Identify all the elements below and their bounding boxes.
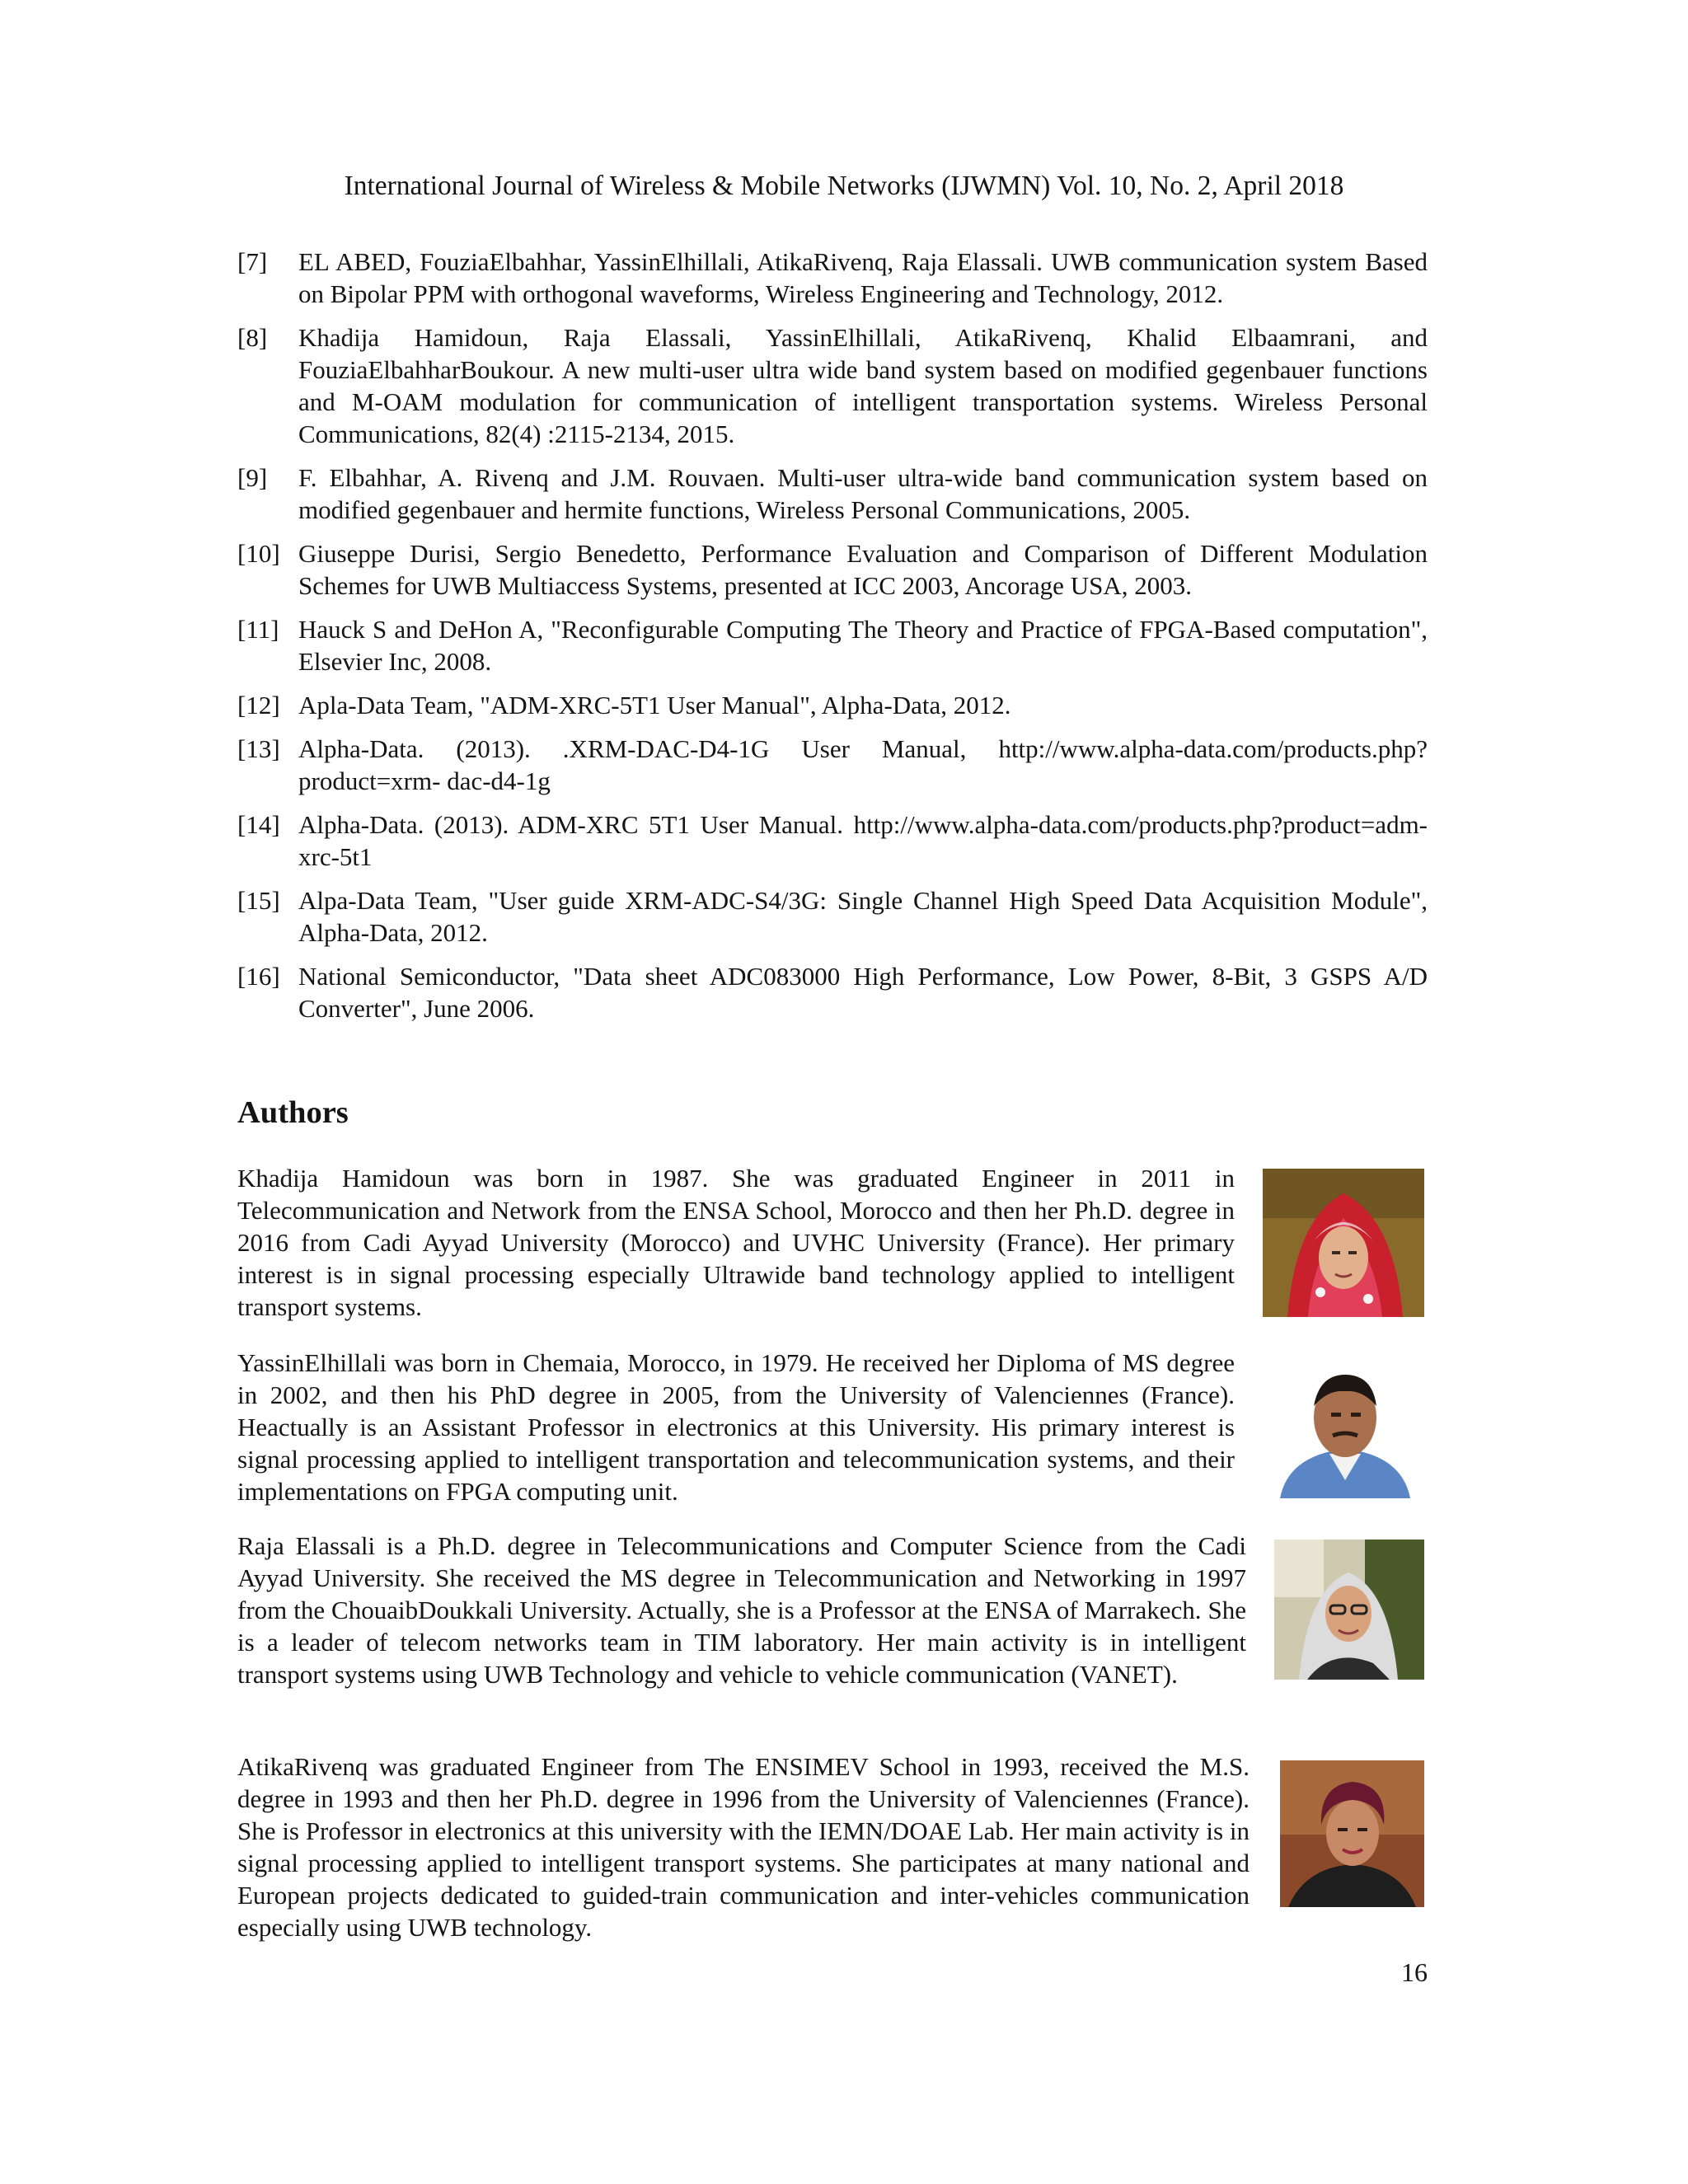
reference-text: Alpha-Data. (2013). .XRM-DAC-D4-1G User Manual, http://www.alpha-data.com/products.php?product=xrm- dac-d4-1g xyxy=(298,734,1428,795)
reference-item xyxy=(237,613,1428,677)
reference-text: Hauck S and DeHon A, "Reconfigurable Computing The Theory and Practice of FPGA-Based computation", Elsevier Inc, 2008. xyxy=(298,615,1428,676)
author-bio-hamidoun: Khadija Hamidoun was born in 1987. She was graduated Engineer in 2011 in Telecommunication and Network from the ENSA School, Morocco and then her Ph.D. degree in 2016 from Cadi Ayyad University (Morocco) and UVHC University (France). Her primary interest is in signal processing especially Ultrawide band technology applied to intelligent transport systems. xyxy=(237,1164,1235,1321)
reference-text: Apla-Data Team, "ADM-XRC-5T1 User Manual", Alpha-Data, 2012. xyxy=(298,691,1011,719)
reference-number: [8] xyxy=(237,323,268,352)
reference-number: [9] xyxy=(237,463,268,492)
reference-text: National Semiconductor, "Data sheet ADC083000 High Performance, Low Power, 8-Bit, 3 GSPS A/D Converter", June 2006. xyxy=(298,962,1428,1023)
author-bio-elassali: Raja Elassali is a Ph.D. degree in Telecommunications and Computer Science from the Cadi Ayyad University. She received the MS degree in Telecommunication and Networking in 1997 from the ChouaibDoukkali University. Actually, she is a Professor at the ENSA of Marrakech. She is a leader of telecom networks team in TIM laboratory. Her main activity is in intelligent transport systems using UWB Technology and vehicle to vehicle communication (VANET). xyxy=(237,1531,1246,1689)
reference-text: Giuseppe Durisi, Sergio Benedetto, Performance Evaluation and Comparison of Different Modulation Schemes for UWB Multiaccess Systems, presented at ICC 2003, Ancorage USA, 2003. xyxy=(298,539,1428,600)
reference-item xyxy=(237,246,1428,310)
author-photo-rivenq xyxy=(1280,1760,1424,1907)
author-bio-elhillali: YassinElhillali was born in Chemaia, Morocco, in 1979. He received her Diploma of MS degree in 2002, and then his PhD degree in 2005, from the University of Valenciennes (France). Heactually is an Assistant Professor in electronics at this University. His primary interest is signal processing applied to intelligent transportation and telecommunication systems, and their implementations on FPGA computing unit. xyxy=(237,1348,1235,1506)
author-photo-hamidoun xyxy=(1263,1169,1424,1317)
reference-text: Alpha-Data. (2013). ADM-XRC 5T1 User Manual. http://www.alpha-data.com/products.php?product=adm-xrc-5t1 xyxy=(298,810,1428,871)
reference-text: Khadija Hamidoun, Raja Elassali, YassinElhillali, AtikaRivenq, Khalid Elbaamrani, and FouziaElbahharBoukour. A new multi-user ultra wide band system based on modified gegenbauer functions and M-OAM modulation for communication of intelligent transportation systems. Wireless Personal Communications, 82(4) :2115-2134, 2015. xyxy=(298,323,1428,448)
running-header: International Journal of Wireless & Mobile Networks (IJWMN) Vol. 10, No. 2, April 2018 xyxy=(344,171,1344,201)
author-bio-rivenq: AtikaRivenq was graduated Engineer from The ENSIMEV School in 1993, received the M.S. degree in 1993 and then her Ph.D. degree in 1996 from the University of Valenciennes (France). She is Professor in electronics at this university with the IEMN/DOAE Lab. Her main activity is in signal processing applied to intelligent transport systems. She participates at many national and European projects dedicated to guided-train communication and inter-vehicles communication especially using UWB technology. xyxy=(237,1752,1250,1942)
reference-text: F. Elbahhar, A. Rivenq and J.M. Rouvaen. Multi-user ultra-wide band communication system based on modified gegenbauer and hermite functions, Wireless Personal Communications, 2005. xyxy=(298,463,1428,524)
reference-item xyxy=(237,960,1428,1024)
reference-text: Alpa-Data Team, "User guide XRM-ADC-S4/3G: Single Channel High Speed Data Acquisition Module", Alpha-Data, 2012. xyxy=(298,886,1428,947)
reference-number: [7] xyxy=(237,247,268,276)
page-number: 16 xyxy=(1401,1957,1428,1987)
author-photo-elhillali xyxy=(1272,1357,1418,1498)
reference-item xyxy=(237,321,1428,450)
reference-item xyxy=(237,733,1428,797)
author-photo-elassali xyxy=(1274,1540,1424,1680)
reference-number: [14] xyxy=(237,810,280,839)
reference-text: EL ABED, FouziaElbahhar, YassinElhillali, AtikaRivenq, Raja Elassali. UWB communication system Based on Bipolar PPM with orthogonal waveforms, Wireless Engineering and Technology, 2012. xyxy=(298,247,1428,308)
reference-item xyxy=(237,808,1428,873)
reference-number: [13] xyxy=(237,734,280,763)
reference-item xyxy=(237,462,1428,526)
reference-number: [10] xyxy=(237,539,280,568)
reference-item xyxy=(237,537,1428,602)
reference-number: [16] xyxy=(237,962,280,991)
reference-item xyxy=(237,884,1428,949)
reference-number: [12] xyxy=(237,691,280,719)
authors-heading: Authors xyxy=(237,1095,349,1130)
reference-item xyxy=(237,689,1428,721)
reference-list xyxy=(237,246,1428,1036)
reference-number: [15] xyxy=(237,886,280,915)
reference-number: [11] xyxy=(237,615,279,644)
